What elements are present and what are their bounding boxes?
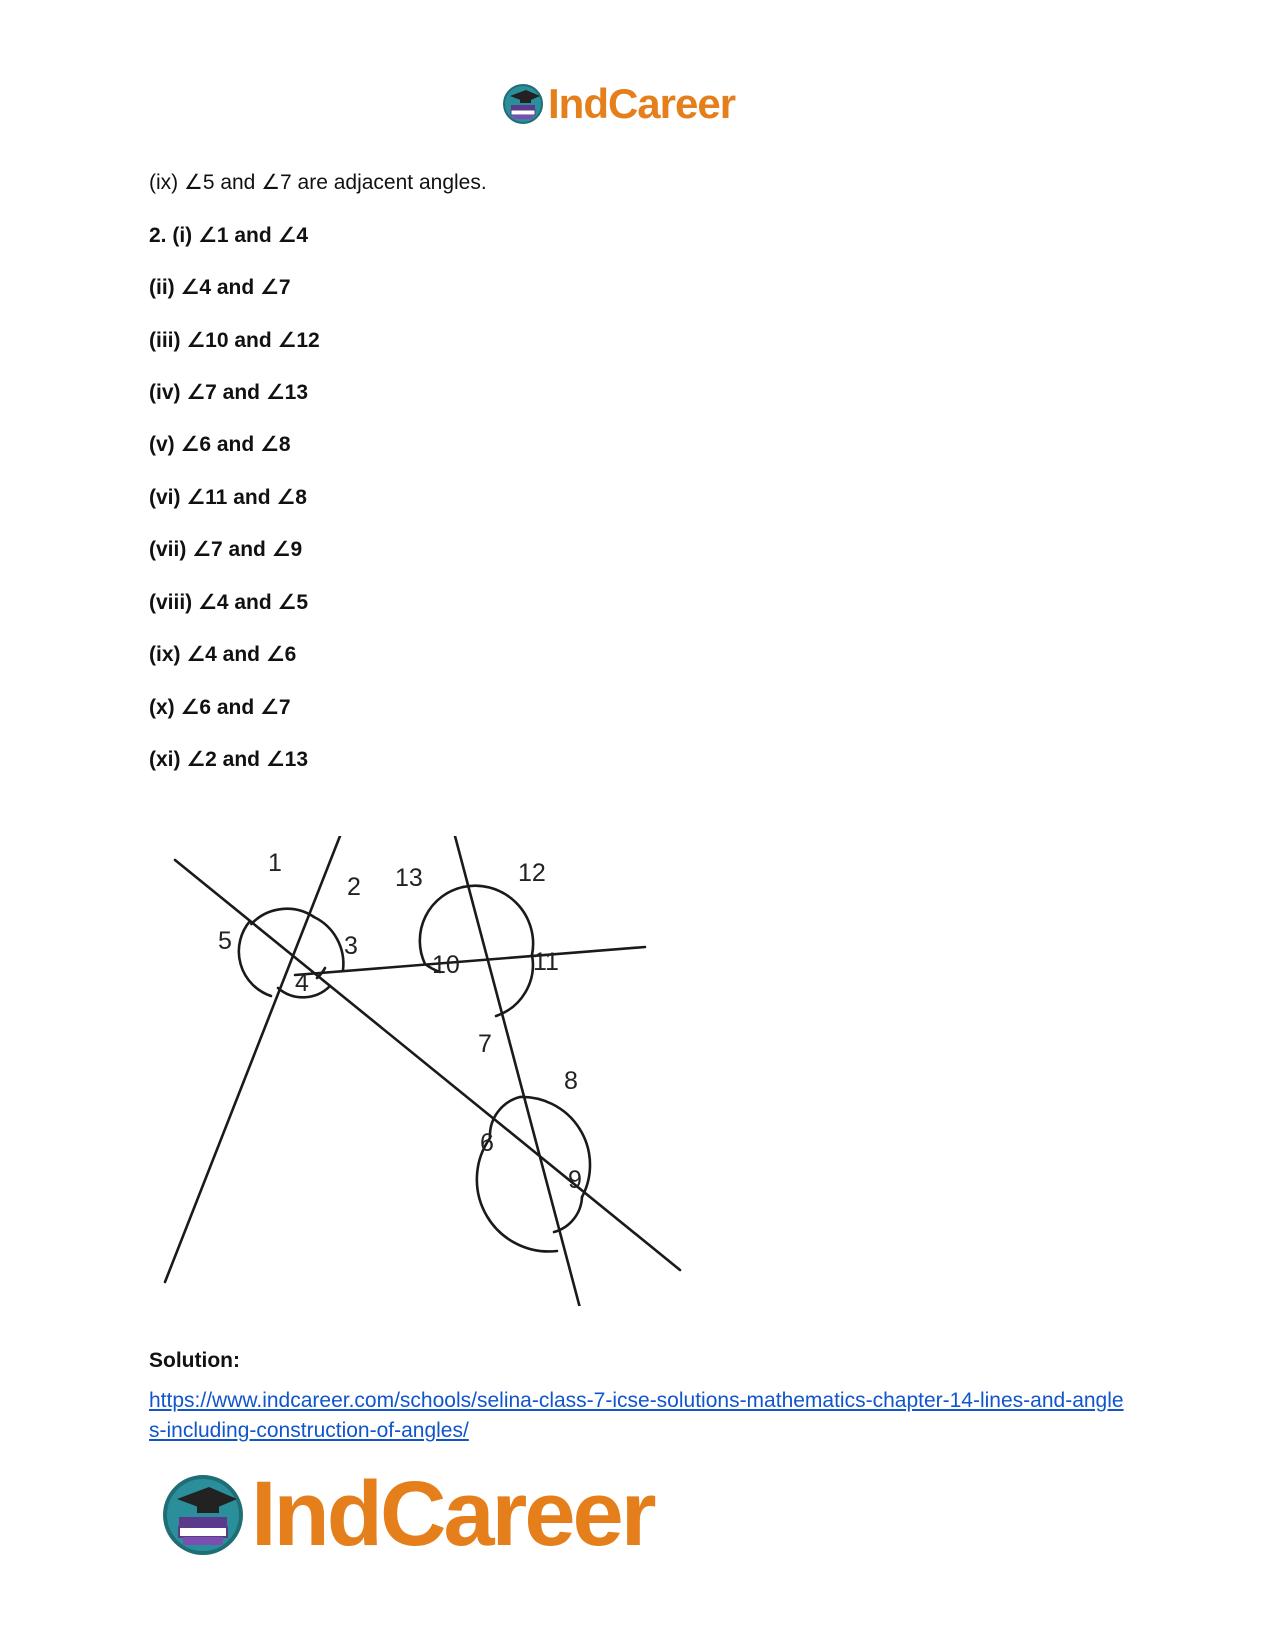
- answer-line: (ix) ∠4 and ∠6: [149, 643, 297, 666]
- answer-line: (viii) ∠4 and ∠5: [149, 591, 309, 614]
- answer-line: (vii) ∠7 and ∠9: [149, 538, 303, 561]
- lines-angles-figure: [160, 836, 720, 1306]
- angle-label: 11: [533, 948, 559, 976]
- answer-line: (iv) ∠7 and ∠13: [149, 381, 309, 404]
- angle-label: 2: [347, 873, 361, 901]
- intro-line: (ix) ∠5 and ∠7 are adjacent angles.: [149, 171, 487, 194]
- angle-label: 5: [218, 927, 232, 955]
- line-right-steep: [455, 836, 580, 1306]
- angle-label: 3: [344, 932, 358, 960]
- angle-label: 13: [395, 864, 423, 892]
- answer-line: (xi) ∠2 and ∠13: [149, 748, 309, 771]
- indcareer-logo-bottom: [161, 1462, 654, 1567]
- brand-name: IndCareer: [548, 80, 736, 127]
- angle-label: 10: [432, 951, 460, 979]
- graduation-cap-books-globe-icon: [161, 1473, 245, 1557]
- angle-label: 1: [268, 849, 282, 877]
- line-left-steep: [165, 836, 340, 1282]
- answer-line: (vi) ∠11 and ∠8: [149, 486, 307, 509]
- answer-line: (ii) ∠4 and ∠7: [149, 276, 291, 299]
- graduation-cap-books-globe-icon: [502, 83, 544, 125]
- angle-arc-7: [490, 1097, 520, 1138]
- answer-line: (v) ∠6 and ∠8: [149, 433, 291, 456]
- angle-label: 4: [295, 969, 309, 997]
- solution-label: Solution:: [149, 1349, 240, 1372]
- angle-arc-12: [463, 886, 533, 955]
- indcareer-logo-top: [502, 80, 735, 128]
- angle-label: 8: [564, 1067, 578, 1095]
- angle-label: 7: [478, 1030, 492, 1058]
- solution-link[interactable]: https://www.indcareer.com/schools/selina-class-7-icse-solutions-mathematics-chapter-14-lines-and-angles-including-construction-of-angles/: [149, 1389, 1124, 1442]
- answer-line: 2. (i) ∠1 and ∠4: [149, 224, 309, 247]
- angle-arc-2: [314, 917, 343, 970]
- angle-label: 9: [568, 1166, 582, 1194]
- brand-name: IndCareer: [251, 1463, 654, 1565]
- angle-arc-1: [251, 909, 314, 924]
- answer-line: (iii) ∠10 and ∠12: [149, 329, 320, 352]
- angle-label: 6: [480, 1129, 494, 1157]
- answer-line: (x) ∠6 and ∠7: [149, 696, 291, 719]
- angle-arc-5: [239, 921, 271, 996]
- angle-label: 12: [518, 859, 546, 887]
